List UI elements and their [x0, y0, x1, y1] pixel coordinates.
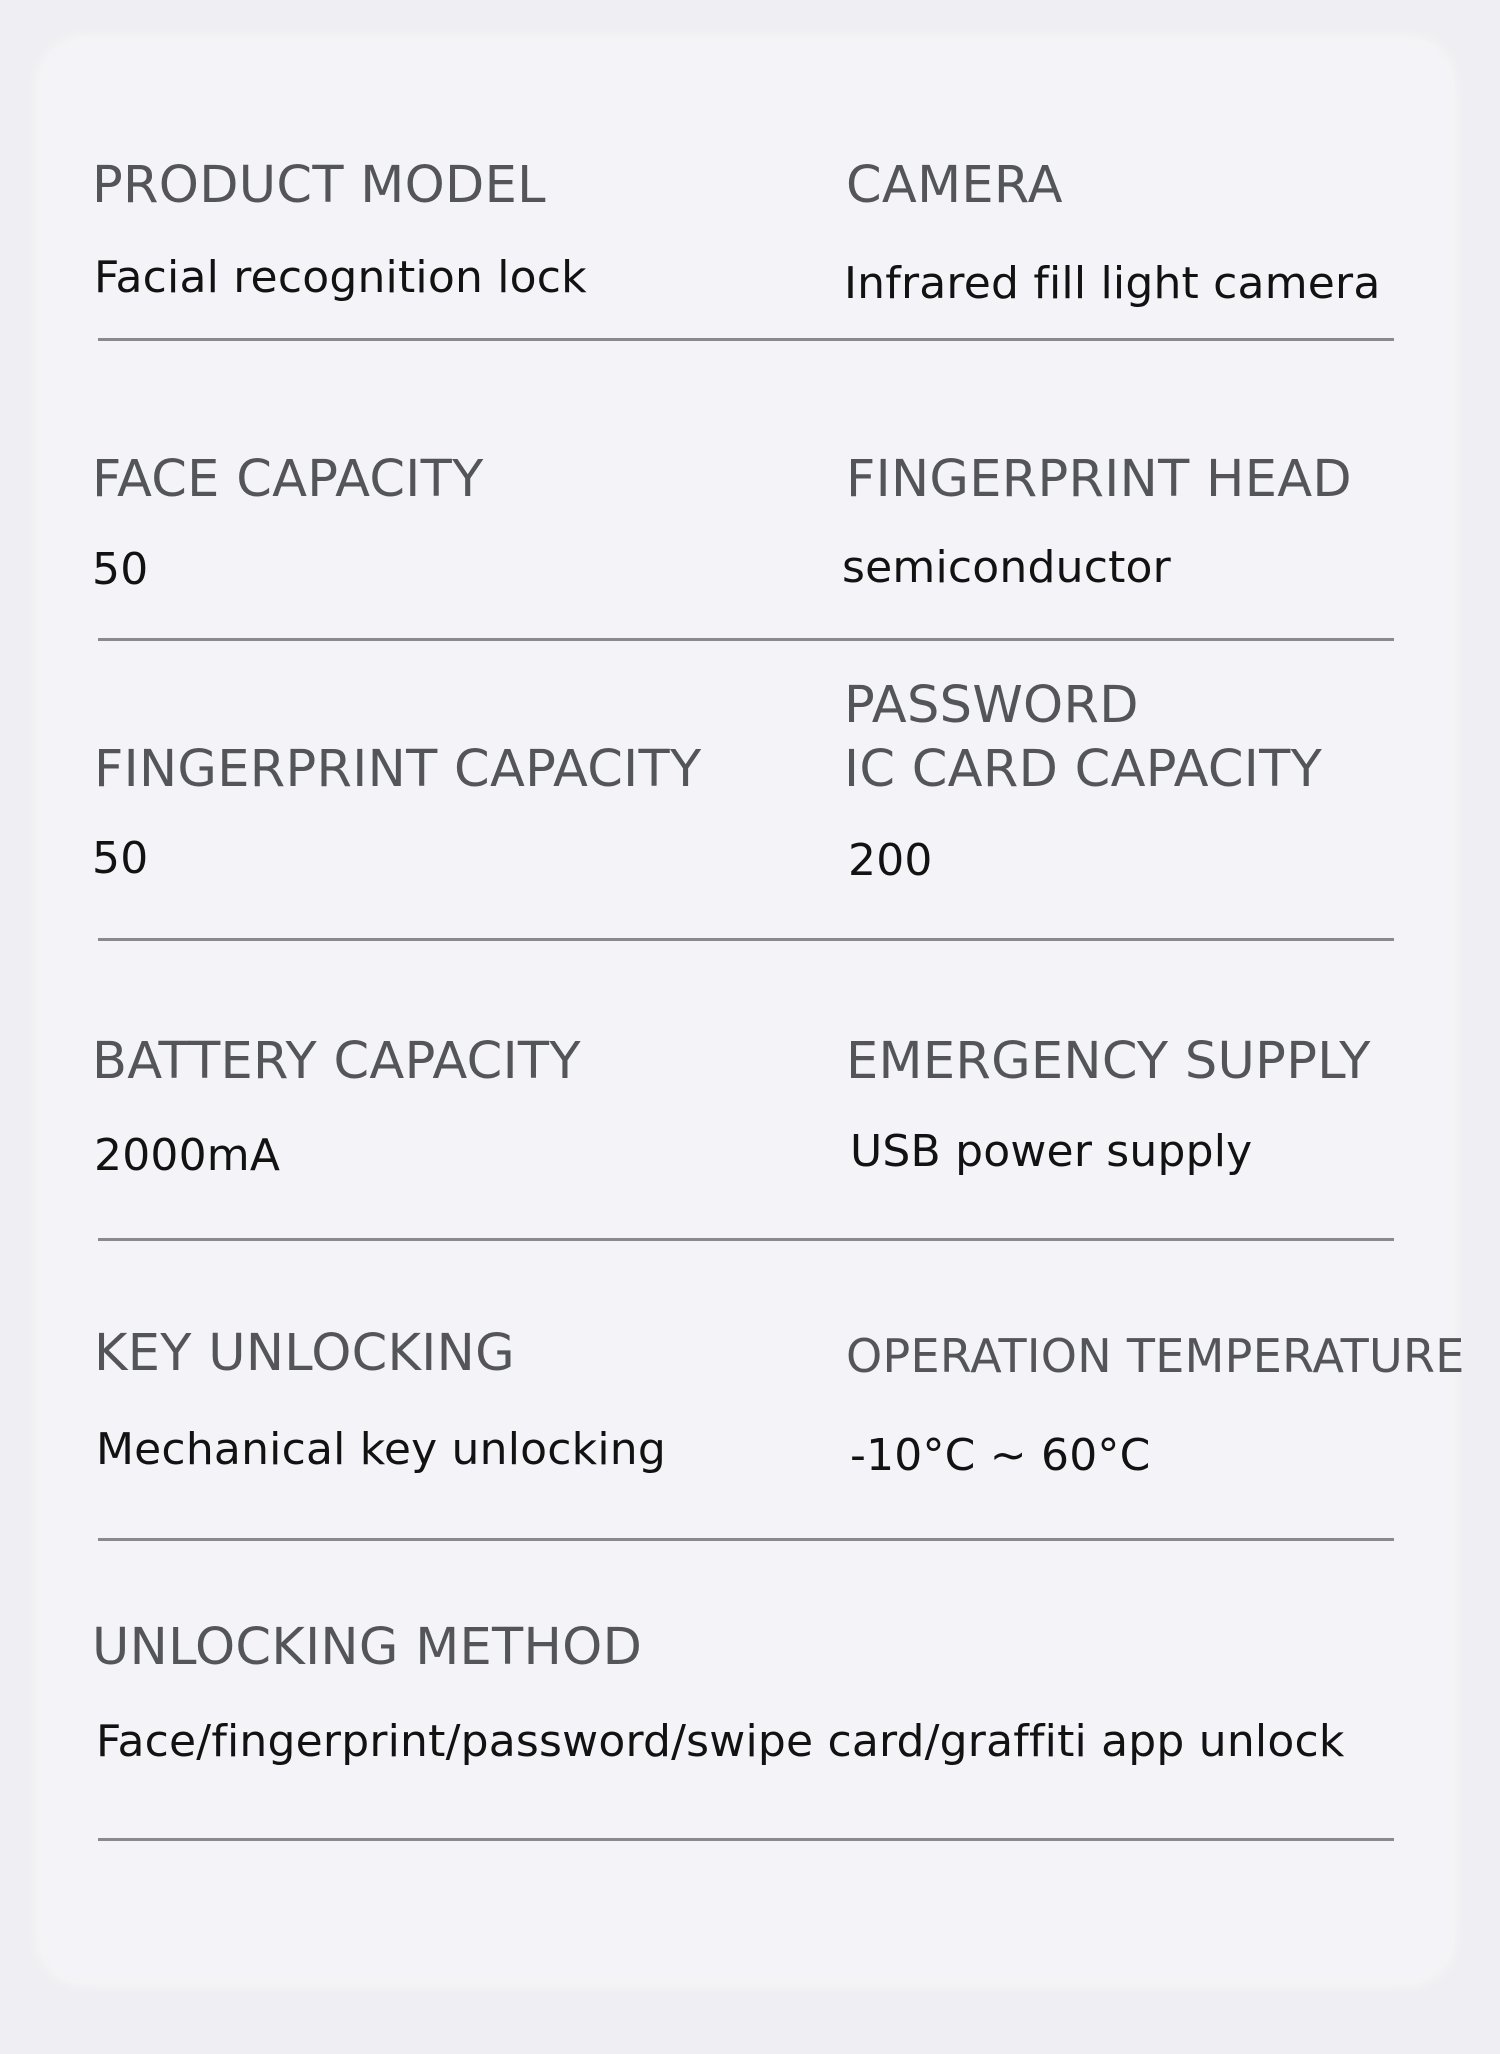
emergency-supply-label: EMERGENCY SUPPLY [846, 1032, 1371, 1091]
operation-temperature-label: OPERATION TEMPERATURE [846, 1329, 1465, 1383]
fingerprint-head-label: FINGERPRINT HEAD [846, 450, 1352, 509]
fingerprint-head-value: semiconductor [842, 542, 1171, 593]
operation-temperature-value: -10°C ~ 60°C [850, 1430, 1151, 1481]
unlocking-method-value: Face/fingerprint/password/swipe card/graffiti app unlock [96, 1716, 1345, 1767]
product-model-value: Facial recognition lock [94, 252, 587, 303]
face-capacity-value: 50 [92, 544, 149, 595]
fingerprint-capacity-value: 50 [92, 833, 149, 884]
battery-capacity-label: BATTERY CAPACITY [92, 1032, 581, 1091]
emergency-supply-value: USB power supply [850, 1126, 1253, 1177]
spec-card [42, 42, 1465, 1980]
spec-divider-5 [98, 1538, 1394, 1541]
unlocking-method-label: UNLOCKING METHOD [92, 1618, 643, 1677]
spec-divider-4 [98, 1238, 1394, 1241]
camera-value: Infrared fill light camera [844, 258, 1381, 309]
face-capacity-label: FACE CAPACITY [92, 450, 484, 509]
product-model-label: PRODUCT MODEL [92, 156, 546, 215]
spec-divider-2 [98, 638, 1394, 641]
password-ic-card-capacity-value: 200 [848, 835, 933, 886]
password-ic-card-capacity-label: PASSWORD IC CARD CAPACITY [844, 676, 1323, 799]
battery-capacity-value: 2000mA [94, 1130, 281, 1181]
key-unlocking-label: KEY UNLOCKING [94, 1324, 515, 1383]
spec-divider-3 [98, 938, 1394, 941]
spec-divider-6 [98, 1838, 1394, 1841]
spec-divider-1 [98, 338, 1394, 341]
key-unlocking-value: Mechanical key unlocking [96, 1424, 666, 1475]
fingerprint-capacity-label: FINGERPRINT CAPACITY [94, 740, 702, 799]
camera-label: CAMERA [846, 156, 1063, 215]
